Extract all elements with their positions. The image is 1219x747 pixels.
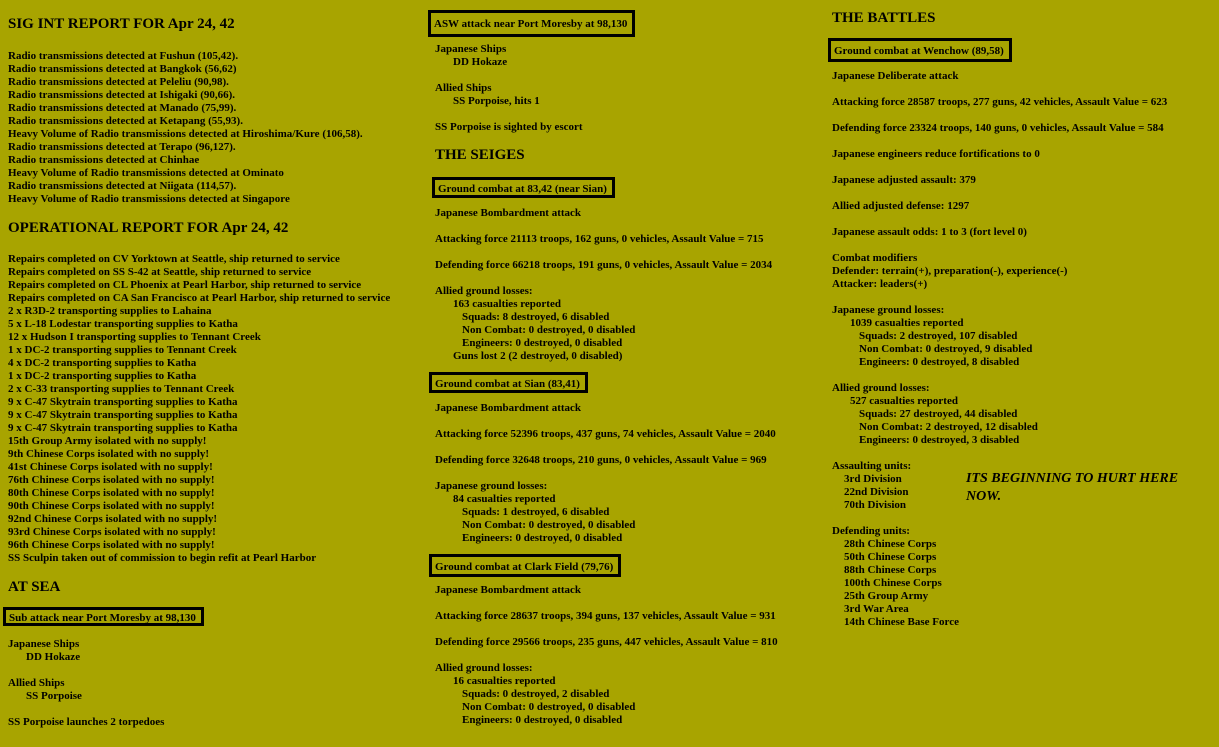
allied-ships-label: Allied Ships	[435, 82, 492, 94]
sieges-title: THE SEIGES	[435, 147, 525, 163]
siege3-noncombat: Non Combat: 0 destroyed, 0 disabled	[462, 701, 636, 713]
siege2-attacking: Attacking force 52396 troops, 437 guns, 74 vehicles, Assault Value = 2040	[435, 428, 776, 440]
note-line-1: ITS BEGINNING TO HURT HERE	[966, 471, 1179, 486]
japanese-ship: DD Hokaze	[453, 56, 508, 68]
sigint-line: Radio transmissions detected at Ketapang (55,93).	[8, 115, 243, 127]
sigint-line: Radio transmissions detected at Terapo (96,127).	[8, 141, 236, 153]
jap-losses-title: Japanese ground losses:	[832, 304, 945, 316]
allied-ship: SS Porpoise, hits 1	[453, 95, 540, 107]
siege1-type: Japanese Bombardment attack	[435, 207, 582, 219]
operational-line: Repairs completed on CL Phoenix at Pearl Harbor, ship returned to service	[8, 279, 362, 291]
assaulting-title: Assaulting units:	[832, 460, 912, 472]
note-line-2: NOW.	[966, 489, 1002, 504]
siege3-box[interactable]: Ground combat at Clark Field (79,76)	[429, 554, 621, 577]
allied-squads: Squads: 27 destroyed, 44 disabled	[859, 408, 1018, 420]
assaulting-unit: 3rd Division	[844, 473, 902, 485]
assaulting-unit: 22nd Division	[844, 486, 909, 498]
battle-engineers-fort: Japanese engineers reduce fortifications to 0	[832, 148, 1040, 160]
defending-unit: 3rd War Area	[844, 603, 909, 615]
jap-noncombat: Non Combat: 0 destroyed, 9 disabled	[859, 343, 1033, 355]
battle-adj-defense: Allied adjusted defense: 1297	[832, 200, 970, 212]
siege3-attacking: Attacking force 28637 troops, 394 guns, 137 vehicles, Assault Value = 931	[435, 610, 776, 622]
defending-unit: 88th Chinese Corps	[844, 564, 937, 576]
jap-squads: Squads: 2 destroyed, 107 disabled	[859, 330, 1018, 342]
operational-line: 12 x Hudson I transporting supplies to Tennant Creek	[8, 331, 261, 343]
battle-mod-attacker: Attacker: leaders(+)	[832, 278, 928, 290]
defending-unit: 14th Chinese Base Force	[844, 616, 959, 628]
operational-line: SS Sculpin taken out of commission to begin refit at Pearl Harbor	[8, 552, 317, 564]
battle-type: Japanese Deliberate attack	[832, 70, 959, 82]
siege3-engineers: Engineers: 0 destroyed, 0 disabled	[462, 714, 623, 726]
operational-line: 2 x R3D-2 transporting supplies to Lahaina	[8, 305, 212, 317]
siege2-casualties: 84 casualties reported	[453, 493, 556, 505]
siege2-losses-title: Japanese ground losses:	[435, 480, 548, 492]
siege1-engineers: Engineers: 0 destroyed, 0 disabled	[462, 337, 623, 349]
defending-title: Defending units:	[832, 525, 910, 537]
sigint-line: Radio transmissions detected at Peleliu (90,98).	[8, 76, 229, 88]
operational-line: 41st Chinese Corps isolated with no supply!	[8, 461, 213, 473]
sigint-line: Heavy Volume of Radio transmissions detected at Hiroshima/Kure (106,58).	[8, 128, 363, 140]
siege3-squads: Squads: 0 destroyed, 2 disabled	[462, 688, 610, 700]
siege1-defending: Defending force 66218 troops, 191 guns, 0 vehicles, Assault Value = 2034	[435, 259, 773, 271]
sigint-line: Heavy Volume of Radio transmissions detected at Ominato	[8, 167, 284, 179]
operational-line: 9 x C-47 Skytrain transporting supplies to Katha	[8, 396, 238, 408]
operational-line: 92nd Chinese Corps isolated with no supply!	[8, 513, 218, 525]
sigint-line: Radio transmissions detected at Niigata (114,57).	[8, 180, 237, 192]
operational-line: 76th Chinese Corps isolated with no supply!	[8, 474, 215, 486]
siege1-guns: Guns lost 2 (2 destroyed, 0 disabled)	[453, 350, 623, 362]
sub-attack-box[interactable]: Sub attack near Port Moresby at 98,130	[3, 607, 204, 626]
operational-line: 1 x DC-2 transporting supplies to Tennant Creek	[8, 344, 237, 356]
battle-mod-defender: Defender: terrain(+), preparation(-), experience(-)	[832, 265, 1068, 277]
japanese-ships-label: Japanese Ships	[435, 43, 507, 55]
sigint-line: Radio transmissions detected at Fushun (105,42).	[8, 50, 239, 62]
siege1-noncombat: Non Combat: 0 destroyed, 0 disabled	[462, 324, 636, 336]
allied-noncombat: Non Combat: 2 destroyed, 12 disabled	[859, 421, 1038, 433]
siege2-squads: Squads: 1 destroyed, 6 disabled	[462, 506, 610, 518]
battle-mod-title: Combat modifiers	[832, 252, 918, 264]
sigint-line: Radio transmissions detected at Bangkok (56,62)	[8, 63, 237, 75]
battle-defending: Defending force 23324 troops, 140 guns, 0 vehicles, Assault Value = 584	[832, 122, 1164, 134]
asw-result: SS Porpoise is sighted by escort	[435, 121, 583, 133]
siege2-defending: Defending force 32648 troops, 210 guns, 0 vehicles, Assault Value = 969	[435, 454, 767, 466]
asw-attack-box[interactable]: ASW attack near Port Moresby at 98,130	[428, 10, 635, 37]
siege3-defending: Defending force 29566 troops, 235 guns, 447 vehicles, Assault Value = 810	[435, 636, 778, 648]
sigint-title: SIG INT REPORT FOR Apr 24, 42	[8, 16, 235, 32]
sea-result: SS Porpoise launches 2 torpedoes	[8, 716, 165, 728]
operational-line: 96th Chinese Corps isolated with no supply!	[8, 539, 215, 551]
operational-line: 4 x DC-2 transporting supplies to Katha	[8, 357, 197, 369]
siege1-box[interactable]: Ground combat at 83,42 (near Sian)	[432, 177, 615, 198]
sigint-line: Radio transmissions detected at Chinhae	[8, 154, 200, 166]
defending-unit: 100th Chinese Corps	[844, 577, 942, 589]
operational-line: Repairs completed on CV Yorktown at Seattle, ship returned to service	[8, 253, 340, 265]
operational-line: Repairs completed on SS S-42 at Seattle, ship returned to service	[8, 266, 312, 278]
operational-line: 5 x L-18 Lodestar transporting supplies to Katha	[8, 318, 238, 330]
defending-unit: 50th Chinese Corps	[844, 551, 937, 563]
sigint-line: Heavy Volume of Radio transmissions detected at Singapore	[8, 193, 290, 205]
allied-engineers: Engineers: 0 destroyed, 3 disabled	[859, 434, 1020, 446]
battle-box[interactable]: Ground combat at Wenchow (89,58)	[828, 38, 1012, 62]
defending-unit: 28th Chinese Corps	[844, 538, 937, 550]
japanese-ships-label: Japanese Ships	[8, 638, 80, 650]
defending-unit: 25th Group Army	[844, 590, 929, 602]
jap-casualties: 1039 casualties reported	[850, 317, 964, 329]
battle-odds: Japanese assault odds: 1 to 3 (fort level 0)	[832, 226, 1027, 238]
battle-adj-assault: Japanese adjusted assault: 379	[832, 174, 976, 186]
operational-line: 2 x C-33 transporting supplies to Tennant Creek	[8, 383, 235, 395]
siege3-casualties: 16 casualties reported	[453, 675, 556, 687]
operational-line: 9th Chinese Corps isolated with no supply!	[8, 448, 210, 460]
siege3-type: Japanese Bombardment attack	[435, 584, 582, 596]
battle-attacking: Attacking force 28587 troops, 277 guns, 42 vehicles, Assault Value = 623	[832, 96, 1168, 108]
sigint-line: Radio transmissions detected at Manado (75,99).	[8, 102, 237, 114]
siege1-casualties: 163 casualties reported	[453, 298, 561, 310]
siege1-squads: Squads: 8 destroyed, 6 disabled	[462, 311, 610, 323]
operational-line: 9 x C-47 Skytrain transporting supplies to Katha	[8, 422, 238, 434]
siege2-type: Japanese Bombardment attack	[435, 402, 582, 414]
jap-engineers: Engineers: 0 destroyed, 8 disabled	[859, 356, 1020, 368]
japanese-ship: DD Hokaze	[26, 651, 81, 663]
assaulting-unit: 70th Division	[844, 499, 907, 511]
operational-line: 93rd Chinese Corps isolated with no supply!	[8, 526, 216, 538]
allied-casualties: 527 casualties reported	[850, 395, 958, 407]
siege1-attacking: Attacking force 21113 troops, 162 guns, 0 vehicles, Assault Value = 715	[435, 233, 764, 245]
siege1-losses-title: Allied ground losses:	[435, 285, 533, 297]
operational-line: 15th Group Army isolated with no supply!	[8, 435, 207, 447]
operational-line: 80th Chinese Corps isolated with no supply!	[8, 487, 215, 499]
operational-line: 9 x C-47 Skytrain transporting supplies to Katha	[8, 409, 238, 421]
operational-line: Repairs completed on CA San Francisco at Pearl Harbor, ship returned to service	[8, 292, 391, 304]
siege2-box[interactable]: Ground combat at Sian (83,41)	[429, 372, 588, 393]
allied-losses-title: Allied ground losses:	[832, 382, 930, 394]
operational-line: 1 x DC-2 transporting supplies to Katha	[8, 370, 197, 382]
operational-line: 90th Chinese Corps isolated with no supply!	[8, 500, 215, 512]
siege2-noncombat: Non Combat: 0 destroyed, 0 disabled	[462, 519, 636, 531]
siege2-engineers: Engineers: 0 destroyed, 0 disabled	[462, 532, 623, 544]
allied-ships-label: Allied Ships	[8, 677, 65, 689]
allied-ship: SS Porpoise	[26, 690, 82, 702]
atsea-title: AT SEA	[8, 579, 61, 595]
battles-title: THE BATTLES	[832, 10, 936, 26]
sigint-line: Radio transmissions detected at Ishigaki (90,66).	[8, 89, 236, 101]
siege3-losses-title: Allied ground losses:	[435, 662, 533, 674]
operational-title: OPERATIONAL REPORT FOR Apr 24, 42	[8, 220, 289, 236]
